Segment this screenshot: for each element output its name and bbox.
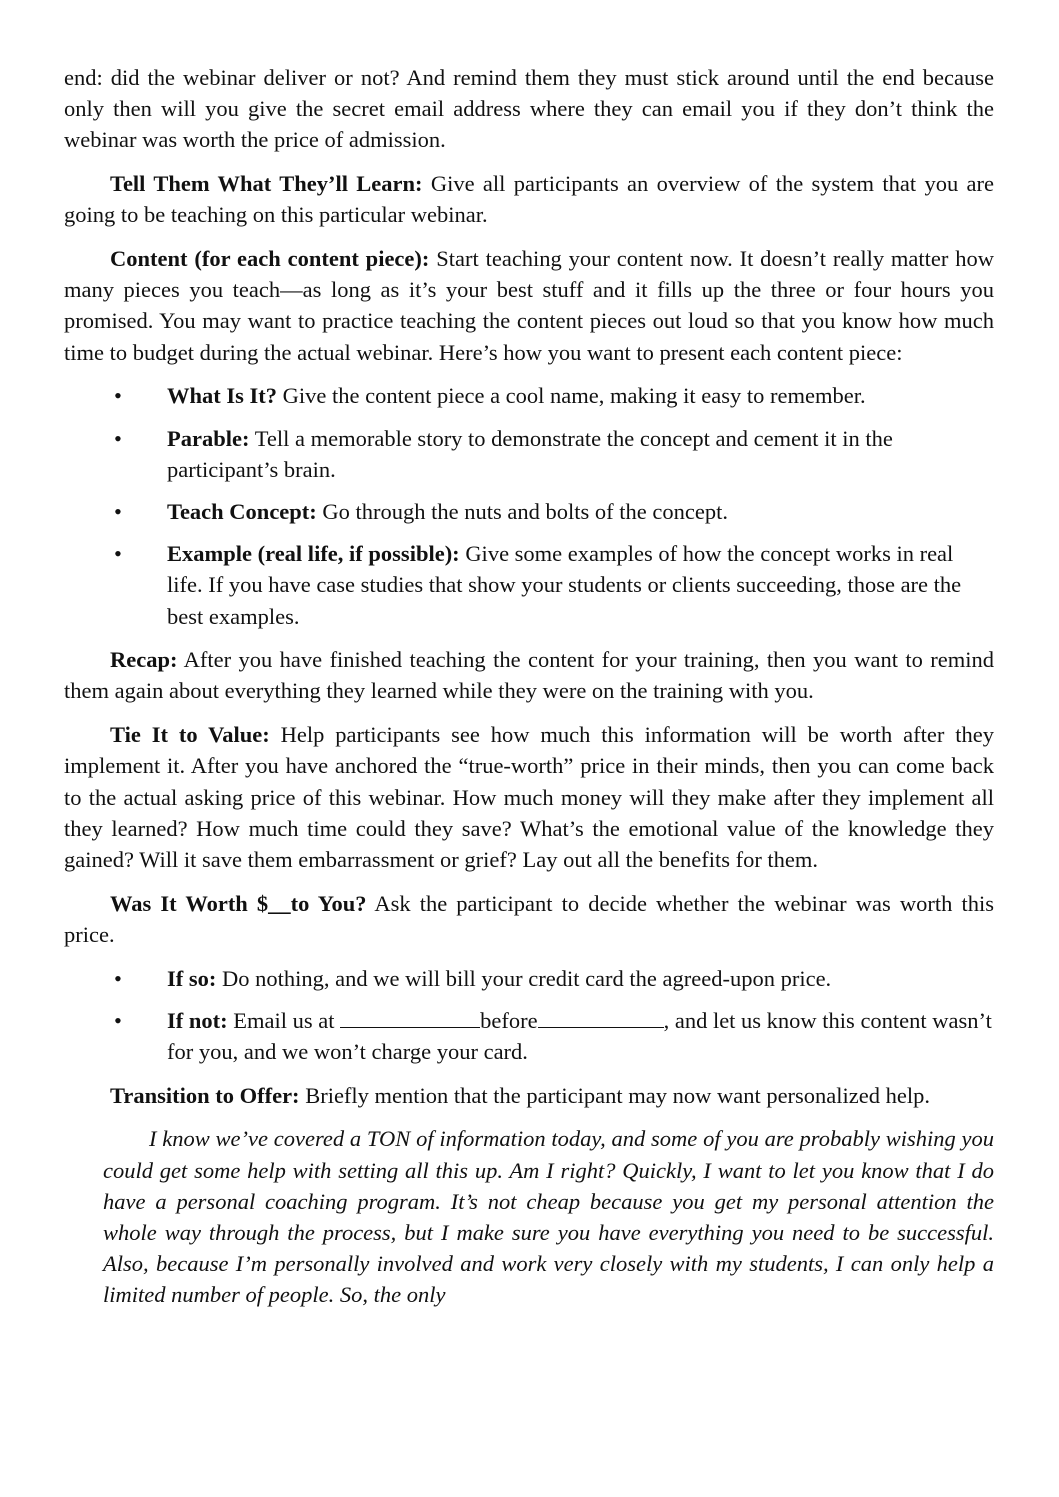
- learn-heading: Tell Them What They’ll Learn:: [110, 171, 423, 197]
- list-item-text: Go through the nuts and bolts of the concept.: [316, 498, 728, 524]
- content-paragraph: [64, 243, 994, 368]
- list-item: [64, 423, 994, 485]
- list-item-heading: If so:: [167, 965, 217, 991]
- recap-heading: Recap:: [110, 647, 178, 673]
- value-paragraph: [64, 719, 994, 875]
- recap-paragraph: [64, 644, 994, 706]
- learn-paragraph: [64, 168, 994, 230]
- list-item-text: before: [480, 1007, 538, 1033]
- list-item: [64, 496, 994, 527]
- content-heading: Content (for each content piece):: [110, 246, 430, 272]
- bullet-icon: •: [114, 541, 122, 567]
- list-item: [64, 380, 994, 411]
- list-item-heading: What Is It?: [167, 383, 278, 409]
- worth-options-list: [64, 963, 994, 1068]
- bullet-icon: •: [114, 965, 122, 991]
- worth-heading: Was It Worth $__to You?: [110, 890, 367, 916]
- date-blank-line: [538, 1005, 664, 1028]
- email-blank-line: [340, 1005, 480, 1028]
- intro-paragraph: end: did the webinar deliver or not? And remind them they must stick around until the end because only then will you give the secret email address where they can email you if they don’t think the webinar was worth the price of admission.: [64, 65, 994, 153]
- list-item-text: Email us at: [227, 1007, 341, 1033]
- offer-script-quote: I know we’ve covered a TON of information today, and some of you are probably wishing you could get some help with setting all this up. Am I right? Quickly, I want to let you know that I do have a personal coaching program. It’s not cheap because you get my personal attention the whole way through the process, but I make sure you have everything you need to be successful. Also, because I’m personally involved and work very closely with my students, I can only help a limited number of people. So, the only: [103, 1126, 994, 1308]
- document-page: [64, 62, 994, 1311]
- list-item-text: Do nothing, and we will bill your credit card the agreed-upon price.: [216, 965, 832, 991]
- worth-text: Ask the participant to decide whether the webinar was worth this price.: [64, 890, 994, 947]
- content-text: Start teaching your content now. It doesn’t really matter how many pieces you teach—as long as it’s your best stuff and it fills up the three or four hours you promised. You may want to practice teaching the content pieces out loud so that you know how much time to budget during the actual webinar. Here’s how you want to present each content piece:: [64, 246, 994, 365]
- list-item: [64, 963, 994, 994]
- content-piece-list: [64, 380, 994, 631]
- bullet-icon: •: [114, 383, 122, 409]
- transition-heading: Transition to Offer:: [110, 1082, 300, 1108]
- value-heading: Tie It to Value:: [110, 722, 270, 748]
- list-item-text: Give some examples of how the concept works in real life. If you have case studies that show your students or clients succeeding, those are the best examples.: [167, 541, 962, 629]
- bullet-icon: •: [114, 425, 122, 451]
- recap-text: After you have finished teaching the content for your training, then you want to remind them again about everything they learned while they were on the training with you.: [64, 647, 994, 704]
- list-item-heading: Example (real life, if possible):: [167, 541, 460, 567]
- bullet-icon: •: [114, 1007, 122, 1033]
- list-item: [64, 1005, 994, 1067]
- transition-text: Briefly mention that the participant may now want personalized help.: [299, 1082, 931, 1108]
- list-item-text: Tell a memorable story to demonstrate the concept and cement it in the participant’s brain.: [167, 425, 893, 482]
- bullet-icon: •: [114, 498, 122, 524]
- list-item-text: Give the content piece a cool name, making it easy to remember.: [277, 383, 866, 409]
- list-item-heading: Teach Concept:: [167, 498, 317, 524]
- transition-paragraph: [64, 1080, 994, 1111]
- list-item-heading: Parable:: [167, 425, 250, 451]
- list-item-heading: If not:: [167, 1007, 228, 1033]
- list-item: [64, 538, 994, 632]
- worth-paragraph: [64, 888, 994, 950]
- value-text: Help participants see how much this information will be worth after they implement it. After you have anchored the “true-worth” price in their minds, then you can come back to the actual asking price of this webinar. How much money will they make after they implement all they learned? How much time could they save? What’s the emotional value of the knowledge they gained? Will it save them embarrassment or grief? Lay out all the benefits for them.: [64, 722, 994, 872]
- learn-text: Give all participants an overview of the system that you are going to be teaching on this particular webinar.: [64, 171, 994, 228]
- list-item-text: , and let us know this content wasn’t for you, and we won’t charge your card.: [167, 1007, 992, 1064]
